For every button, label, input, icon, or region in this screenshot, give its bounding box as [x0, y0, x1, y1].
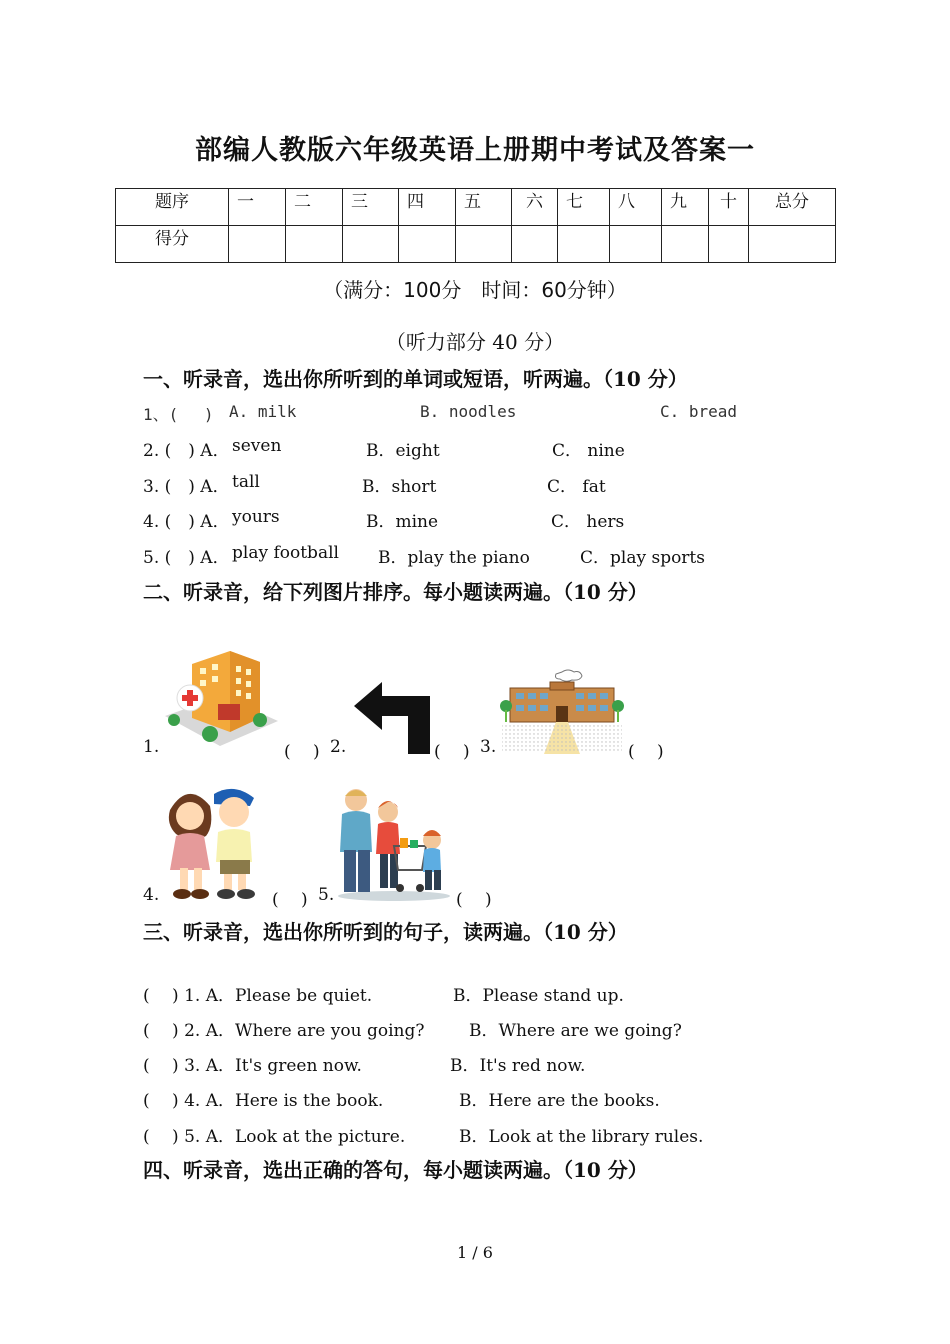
- q3-option-b: B．short: [362, 477, 437, 497]
- q5-option-c: C．play sports: [580, 548, 705, 568]
- q1-number: 1、( ): [143, 405, 214, 424]
- header-cell: 十: [709, 189, 749, 226]
- score-cell[interactable]: [558, 226, 610, 263]
- s3-q5-option-b: B．Look at the library rules.: [459, 1127, 704, 1147]
- pic4-blank[interactable]: ( ): [272, 890, 308, 910]
- s3-q4-option-b: B．Here are the books.: [459, 1091, 660, 1111]
- q3-option-a: tall: [232, 472, 260, 492]
- s3-q5-option-a: ( ) 5. A．Look at the picture.: [143, 1127, 406, 1147]
- s3-q1-option-a: ( ) 1. A．Please be quiet.: [143, 986, 373, 1006]
- score-table-score-row: [116, 226, 836, 263]
- q4-option-c: C． hers: [551, 512, 625, 532]
- hospital-icon: [160, 646, 280, 754]
- header-cell: 总分: [749, 189, 836, 226]
- section2-heading: 二、听录音，给下列图片排序。每小题读两遍。（10 分）: [143, 580, 648, 604]
- header-cell: 五: [456, 189, 512, 226]
- pic2-label: 2.: [330, 737, 347, 757]
- score-cell[interactable]: [343, 226, 399, 263]
- header-cell: 三: [343, 189, 399, 226]
- school-building-icon: [500, 668, 624, 754]
- s3-q4-option-a: ( ) 4. A．Here is the book.: [143, 1091, 384, 1111]
- s3-q2-option-b: B．Where are we going?: [469, 1021, 682, 1041]
- score-cell[interactable]: [749, 226, 836, 263]
- score-cell[interactable]: [456, 226, 512, 263]
- exam-subtitle: （满分：100分 时间：60分钟）: [323, 278, 627, 302]
- two-children-icon: [162, 780, 268, 902]
- q4-option-a: yours: [232, 507, 280, 527]
- header-cell: 六: [512, 189, 558, 226]
- section4-heading: 四、听录音，选出正确的答句，每小题读两遍。（10 分）: [143, 1158, 648, 1182]
- section1-heading: 一、听录音，选出你所听到的单词或短语，听两遍。（10 分）: [143, 367, 688, 391]
- score-row-label: 得分: [116, 226, 229, 263]
- pic3-label: 3.: [480, 737, 497, 757]
- family-shopping-icon: [336, 784, 452, 902]
- score-cell[interactable]: [662, 226, 709, 263]
- q2-number: 2. ( ) A．: [143, 441, 230, 461]
- s3-q3-option-a: ( ) 3. A．It's green now.: [143, 1056, 362, 1076]
- score-cell[interactable]: [286, 226, 343, 263]
- q2-option-a: seven: [232, 436, 282, 456]
- q4-number: 4. ( ) A．: [143, 512, 230, 532]
- q1-option-b: B. noodles: [420, 402, 517, 421]
- q3-number: 3. ( ) A．: [143, 477, 230, 497]
- q2-option-c: C． nine: [552, 441, 625, 461]
- pic1-blank[interactable]: ( ): [284, 742, 320, 762]
- score-table-header-row: [116, 189, 836, 226]
- pic4-label: 4.: [143, 885, 160, 905]
- turn-left-arrow-icon: [350, 678, 432, 754]
- section3-heading: 三、听录音，选出你所听到的句子，读两遍。（10 分）: [143, 920, 628, 944]
- header-cell: 一: [229, 189, 286, 226]
- score-cell[interactable]: [610, 226, 662, 263]
- header-cell: 四: [399, 189, 456, 226]
- page-number: 1 / 6: [457, 1243, 493, 1262]
- header-cell: 题序: [116, 189, 229, 226]
- header-cell: 八: [610, 189, 662, 226]
- s3-q2-option-a: ( ) 2. A．Where are you going?: [143, 1021, 425, 1041]
- header-cell: 九: [662, 189, 709, 226]
- score-cell[interactable]: [229, 226, 286, 263]
- q3-option-c: C． fat: [547, 477, 606, 497]
- q4-option-b: B．mine: [366, 512, 439, 532]
- q1-option-c: C. bread: [660, 402, 738, 421]
- listening-part-label: （听力部分 40 分）: [385, 330, 565, 354]
- score-cell[interactable]: [399, 226, 456, 263]
- page-title: 部编人教版六年级英语上册期中考试及答案一: [195, 135, 755, 166]
- pic3-blank[interactable]: ( ): [628, 742, 664, 762]
- score-cell[interactable]: [512, 226, 558, 263]
- q5-number: 5. ( ) A．: [143, 548, 230, 568]
- header-cell: 七: [558, 189, 610, 226]
- pic1-label: 1.: [143, 737, 160, 757]
- s3-q1-option-b: B．Please stand up.: [453, 986, 624, 1006]
- score-table: [115, 188, 836, 263]
- score-cell[interactable]: [709, 226, 749, 263]
- q2-option-b: B．eight: [366, 441, 440, 461]
- pic5-label: 5.: [318, 885, 335, 905]
- q1-option-a: A. milk: [229, 402, 297, 421]
- pic5-blank[interactable]: ( ): [456, 890, 492, 910]
- header-cell: 二: [286, 189, 343, 226]
- pic2-blank[interactable]: ( ): [434, 742, 470, 762]
- q5-option-b: B．play the piano: [378, 548, 530, 568]
- q5-option-a: play football: [232, 543, 339, 563]
- s3-q3-option-b: B．It's red now.: [450, 1056, 586, 1076]
